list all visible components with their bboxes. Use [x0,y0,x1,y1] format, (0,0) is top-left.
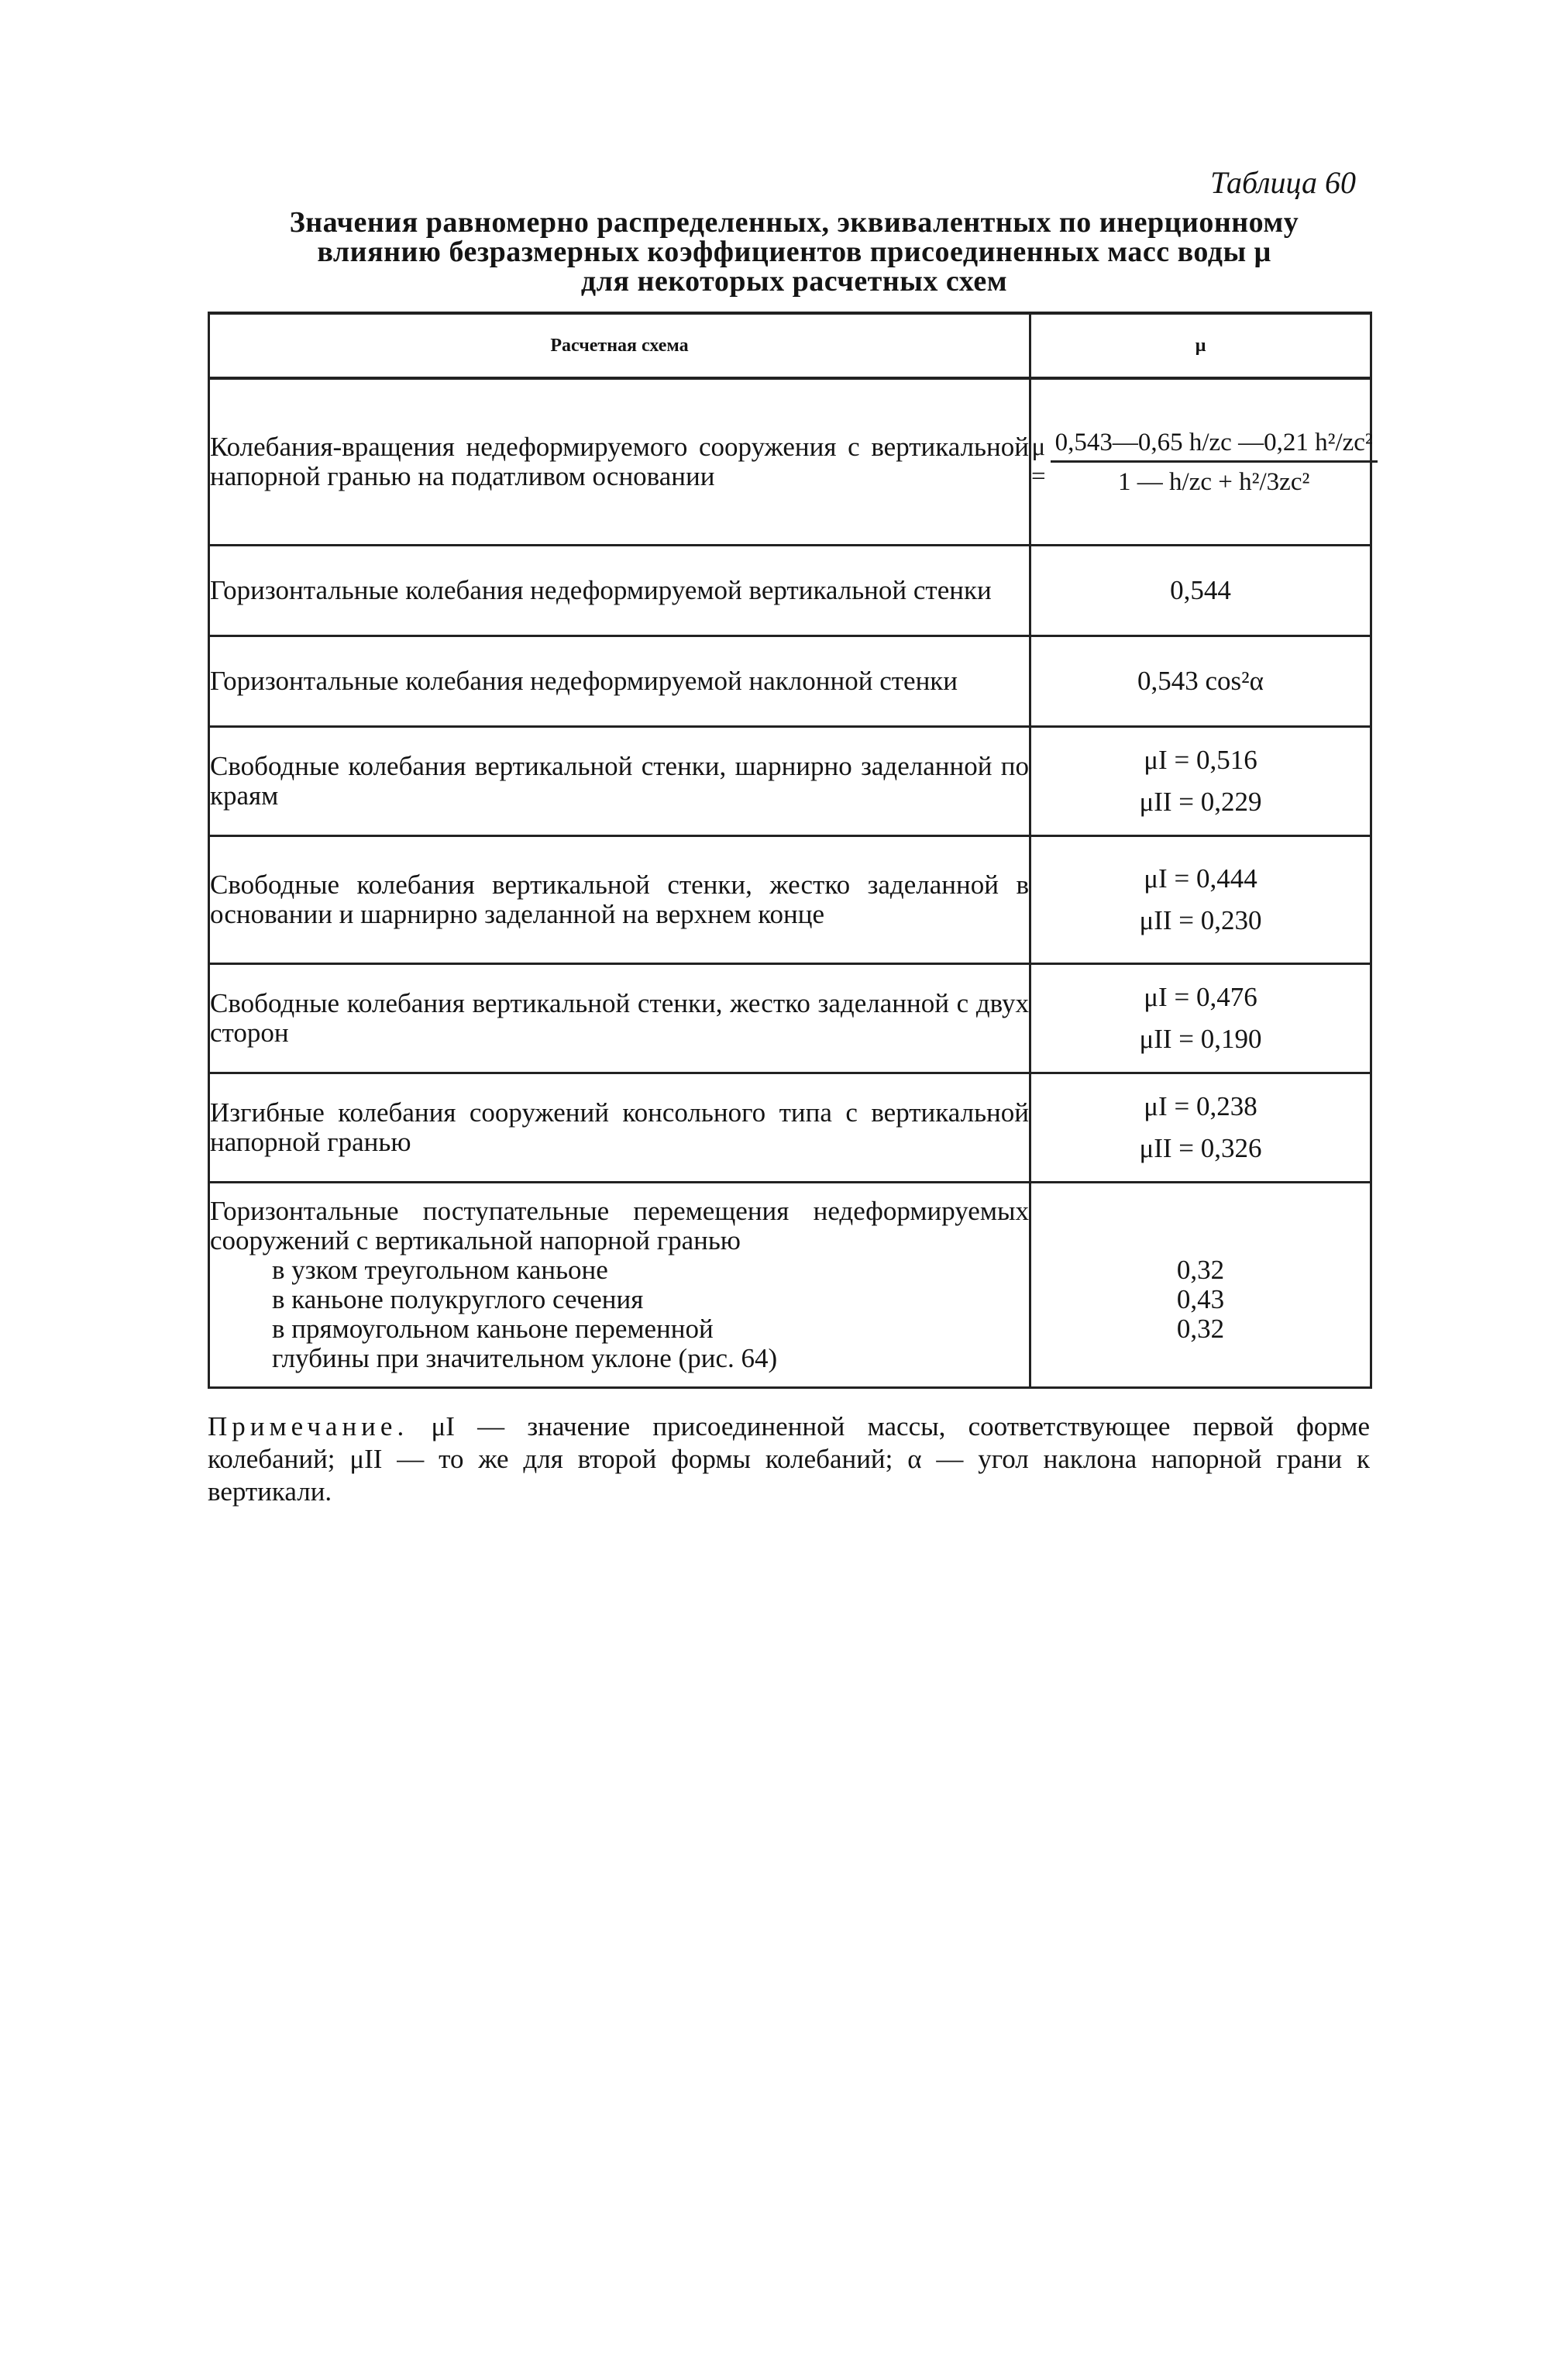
table-row [209,964,1371,1073]
scheme-cell: Свободные колебания вертикальной стенки, жестко заделанной в основании и шарнирно заделанной на верхнем конце [209,836,1030,964]
table-note [208,1410,1370,1508]
mu-second-form: μII = 0,229 [1139,787,1262,817]
mu-cell [1030,378,1371,546]
table-row [209,378,1371,546]
mu-cell [1030,836,1371,964]
mu-subcase-3: 0,32 [1176,1314,1225,1344]
scheme-cell: Горизонтальные колебания недеформируемой наклонной стенки [209,636,1030,727]
table-row [209,636,1371,727]
formula-fraction [1051,428,1378,497]
mu-first-form: μI = 0,238 [1144,1091,1257,1121]
scheme-cell: Изгибные колебания сооружений консольного типа с вертикальной напорной гранью [209,1073,1030,1183]
table-row [209,727,1371,836]
header-scheme: Расчетная схема [209,313,1030,378]
mu-subcase-2: 0,43 [1176,1284,1225,1314]
mu-first-form: μI = 0,516 [1144,745,1257,775]
note-label: Примечание. [208,1411,409,1441]
mu-cell [1030,964,1371,1073]
scheme-subcase-3b: глубины при значительном уклоне (рис. 64) [272,1343,778,1373]
mu-cell [1030,727,1371,836]
mu-cell: 0,544 [1030,546,1371,636]
title-line-2: влиянию безразмерных коэффициентов присоединенных масс воды μ [317,236,1271,268]
scheme-subcase-2: в каньоне полукруглого сечения [272,1284,644,1314]
mu-cell [1030,1073,1371,1183]
table-row [209,1183,1371,1388]
table-number: Таблица 60 [1210,165,1356,200]
mu-second-form: μII = 0,326 [1139,1133,1262,1163]
scheme-cell: Колебания-вращения недеформируемого сооружения с вертикальной напорной гранью на податливом основании [209,378,1030,546]
formula-prefix: μ = [1031,433,1046,491]
header-mu: μ [1030,313,1371,378]
table-row [209,836,1371,964]
mu-subcase-1: 0,32 [1176,1255,1225,1285]
mu-first-form: μI = 0,476 [1144,982,1257,1012]
scheme-cell: Свободные колебания вертикальной стенки, шарнирно заделанной по краям [209,727,1030,836]
mu-second-form: μII = 0,230 [1139,905,1262,935]
formula-numerator: 0,543—0,65 h/zc —0,21 h²/zc² [1051,428,1378,463]
scheme-cell: Свободные колебания вертикальной стенки, жестко заделанной с двух сторон [209,964,1030,1073]
mu-formula [1031,428,1378,497]
scheme-subcase-1: в узком треугольном каньоне [272,1255,608,1285]
scheme-subcase-3a: в прямоугольном каньоне переменной [272,1314,714,1344]
scheme-cell: Горизонтальные колебания недеформируемой вертикальной стенки [209,546,1030,636]
scheme-intro: Горизонтальные поступательные перемещения недеформируемых сооружений с вертикальной напорной гранью [210,1196,1029,1255]
formula-denominator: 1 — h/zc + h²/3zc² [1118,467,1310,496]
note-text: μI — значение присоединенной массы, соответствующее первой форме колебаний; μII — то же для второй формы колебаний; α — угол наклона напорной грани к вертикали. [208,1411,1370,1507]
mu-second-form: μII = 0,190 [1139,1024,1262,1054]
mu-first-form: μI = 0,444 [1144,863,1257,894]
coefficients-table [208,312,1372,1389]
title-line-3: для некоторых расчетных схем [580,265,1008,298]
mu-cell: 0,543 cos²α [1030,636,1371,727]
table-row [209,546,1371,636]
mu-cell [1030,1183,1371,1388]
table-row [209,1073,1371,1183]
scheme-cell [209,1183,1030,1388]
table-header-row [209,313,1371,378]
table-title [232,208,1356,296]
title-line-1: Значения равномерно распределенных, эквивалентных по инерционному [289,206,1299,239]
